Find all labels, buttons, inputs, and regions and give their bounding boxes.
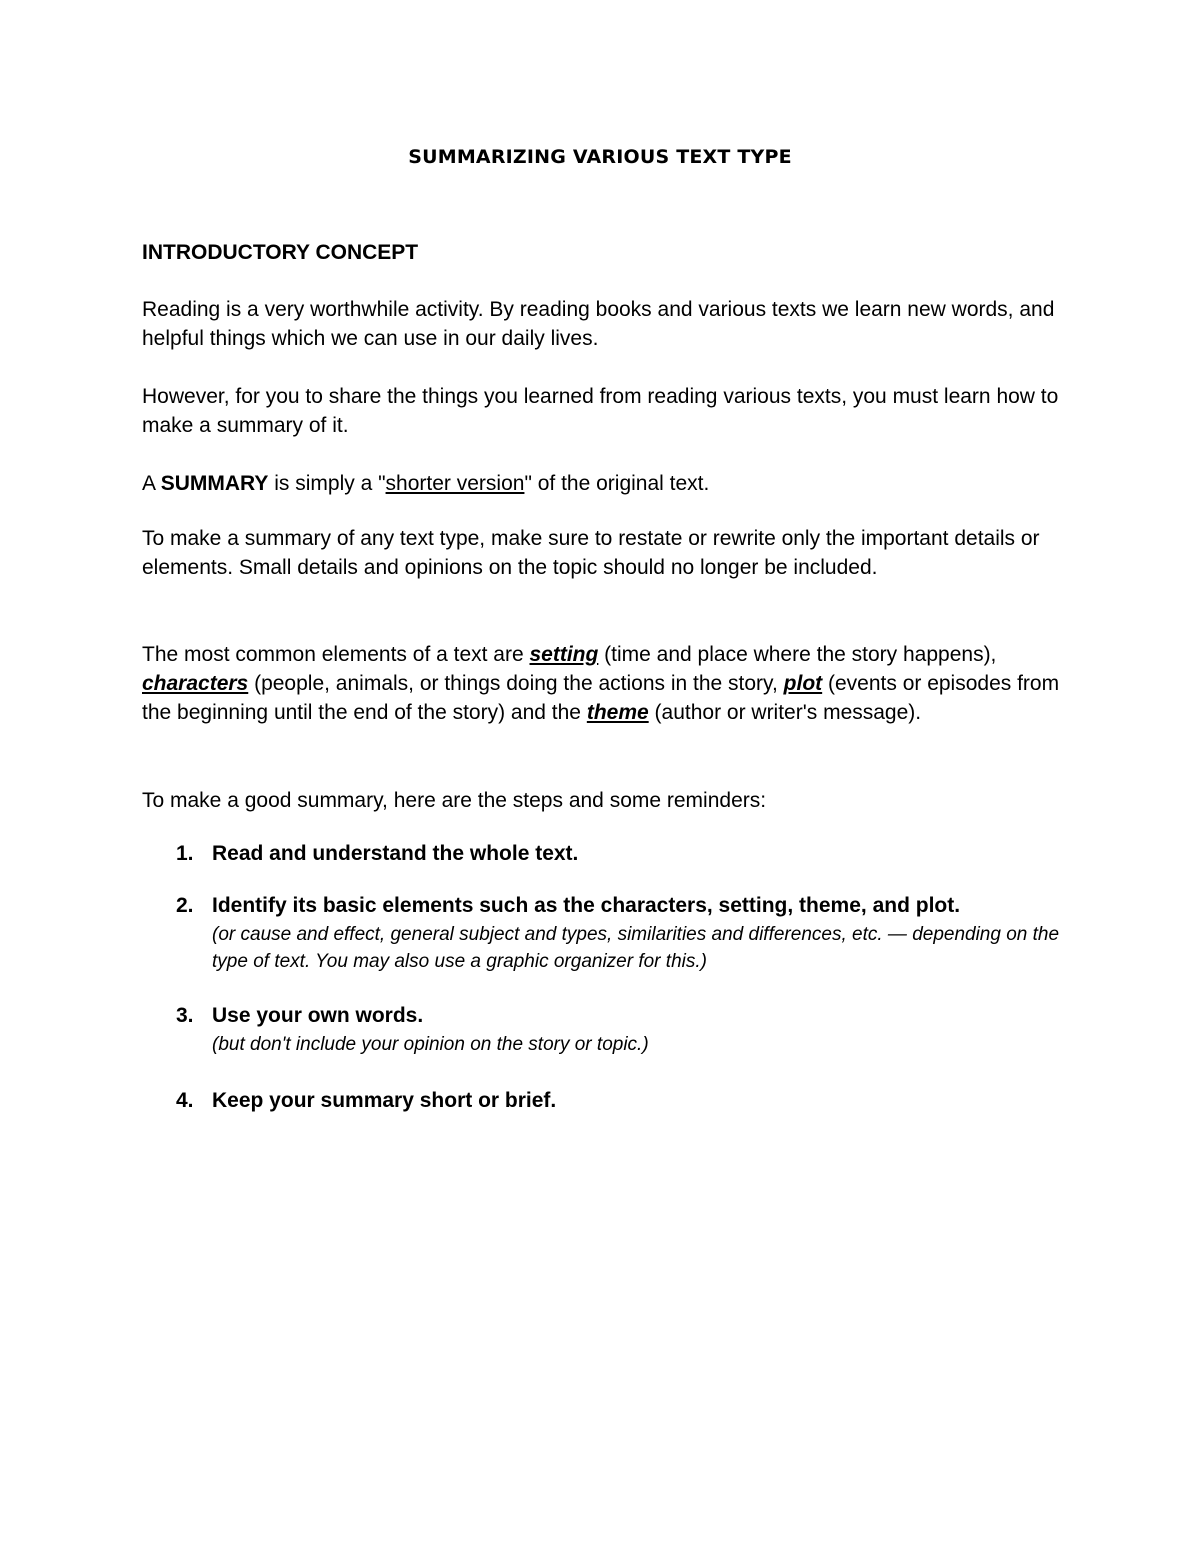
elements-part-2: (time and place where the story happens), bbox=[598, 643, 997, 666]
element-plot: plot bbox=[783, 672, 823, 695]
list-item-text: Read and understand the whole text. bbox=[212, 842, 579, 865]
elements-part-4: (events or episodes from the beginning until the end of the story) and the bbox=[142, 672, 1060, 724]
elements-paragraph bbox=[142, 640, 1072, 727]
summary-middle: is simply a " bbox=[268, 472, 386, 495]
summary-definition bbox=[142, 469, 1072, 498]
element-setting: setting bbox=[529, 643, 599, 666]
summary-prefix: A bbox=[142, 472, 161, 495]
document-title: SUMMARIZING VARIOUS TEXT TYPE bbox=[408, 146, 792, 168]
list-item-note: (but don't include your opinion on the story or topic.) bbox=[212, 1034, 649, 1055]
elements-part-5: (author or writer's message). bbox=[648, 701, 922, 724]
summary-quoted: shorter version bbox=[385, 472, 525, 495]
steps-intro: To make a good summary, here are the steps and some reminders: bbox=[142, 789, 767, 812]
list-item-note: (or cause and effect, general subject and types, similarities and differences, etc. — depending on the type of text. You may also use a graphic organizer for this.) bbox=[212, 924, 1060, 972]
paragraph-intro: Reading is a very worthwhile activity. By reading books and various texts we learn new words, and helpful things which we can use in our daily lives. bbox=[142, 298, 1055, 350]
list-item-number: 3. bbox=[176, 1004, 194, 1027]
element-characters: characters bbox=[142, 672, 249, 695]
list-item-text: Use your own words. bbox=[212, 1004, 424, 1027]
elements-part-3: (people, animals, or things doing the actions in the story, bbox=[248, 672, 784, 695]
list-item-text: Keep your summary short or brief. bbox=[212, 1089, 557, 1112]
list-item-number: 2. bbox=[176, 894, 194, 917]
section-heading: INTRODUCTORY CONCEPT bbox=[142, 241, 419, 264]
elements-part-1: The most common elements of a text are bbox=[142, 643, 530, 666]
paragraph-share: However, for you to share the things you learned from reading various texts, you must learn how to make a summary of it. bbox=[142, 385, 1059, 437]
paragraph-restate: To make a summary of any text type, make sure to restate or rewrite only the important details or elements. Small details and opinions on the topic should no longer be included. bbox=[142, 527, 1040, 579]
list-item-number: 4. bbox=[176, 1089, 194, 1112]
summary-term: SUMMARY bbox=[160, 472, 269, 495]
list-item-text: Identify its basic elements such as the characters, setting, theme, and plot. bbox=[212, 894, 961, 917]
element-theme: theme bbox=[586, 701, 649, 724]
summary-suffix: " of the original text. bbox=[524, 472, 710, 495]
list-item-number: 1. bbox=[176, 842, 194, 865]
